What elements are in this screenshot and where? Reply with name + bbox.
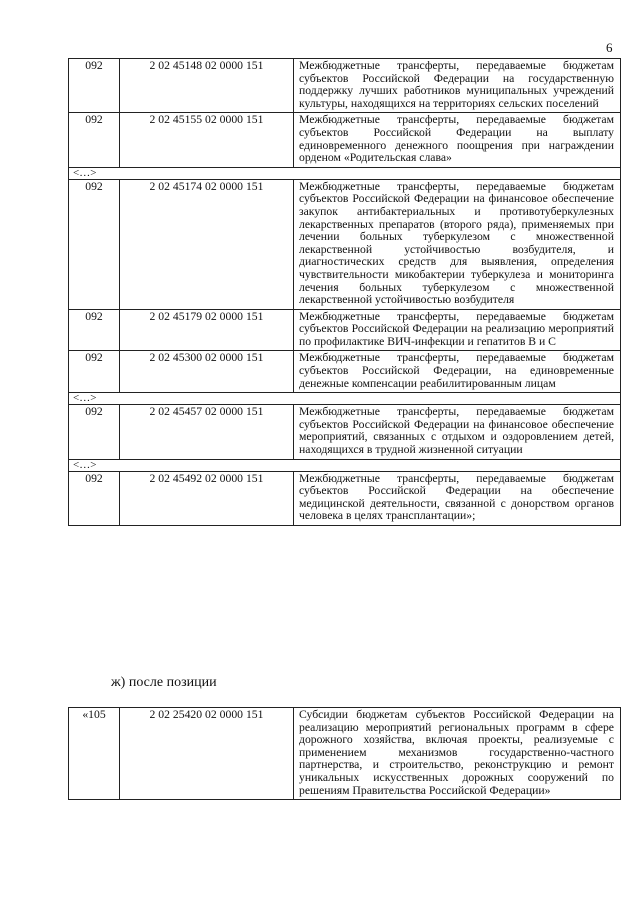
inserted-position-table	[68, 707, 621, 800]
description-cell: Субсидии бюджетам субъектов Российской Федерации на реализацию мероприятий региональных программ в сфере дорожного хозяйства, включая проекты, реализуемые с применением механизмов государственно-частного партнерства, и строительство, реконструкцию и ремонт уникальных искусственных дорожных сооружений по решениям Правительства Российской Федерации»	[294, 708, 621, 800]
budget-code-cell: 2 02 45148 02 0000 151	[120, 59, 294, 113]
budget-code-cell: 2 02 45155 02 0000 151	[120, 113, 294, 167]
admin-code-cell: 092	[69, 179, 120, 309]
description-cell: Межбюджетные трансферты, передаваемые бюджетам субъектов Российской Федерации на обеспечение медицинской деятельности, связанной с донорством органов человека в целях трансплантации»;	[294, 471, 621, 525]
budget-code-cell: 2 02 45179 02 0000 151	[120, 309, 294, 351]
table-row	[69, 708, 621, 800]
budget-code-cell: 2 02 45174 02 0000 151	[120, 179, 294, 309]
omission-marker: <…>	[69, 459, 621, 471]
omission-marker: <…>	[69, 393, 621, 405]
budget-codes-table	[68, 58, 621, 526]
admin-code-cell: 092	[69, 351, 120, 393]
description-cell: Межбюджетные трансферты, передаваемые бюджетам субъектов Российской Федерации на реализацию мероприятий по профилактике ВИЧ-инфекции и гепатитов B и C	[294, 309, 621, 351]
table-row	[69, 179, 621, 309]
description-cell: Межбюджетные трансферты, передаваемые бюджетам субъектов Российской Федерации на финансовое обеспечение мероприятий, связанных с отдыхом и оздоровлением детей, находящихся в трудной жизненной ситуации	[294, 405, 621, 459]
admin-code-cell: 092	[69, 113, 120, 167]
omission-row	[69, 459, 621, 471]
page-number: 6	[606, 40, 613, 55]
table-row	[69, 309, 621, 351]
description-cell: Межбюджетные трансферты, передаваемые бюджетам субъектов Российской Федерации на финансовое обеспечение закупок антибактериальных и противотуберкулезных лекарственных препаратов (второго ряда), применяемых при лечении больных туберкулезом с множественной лекарственной устойчивостью возбудителя, и диагностических средств для выявления, определения чувствительности микобактерии туберкулеза и мониторинга лечения больных туберкулезом с множественной лекарственной устойчивостью возбудителя	[294, 179, 621, 309]
admin-code-cell: «105	[69, 708, 120, 800]
description-cell: Межбюджетные трансферты, передаваемые бюджетам субъектов Российской Федерации на выплату единовременного денежного поощрения при награждении орденом «Родительская слава»	[294, 113, 621, 167]
budget-code-cell: 2 02 45300 02 0000 151	[120, 351, 294, 393]
description-cell: Межбюджетные трансферты, передаваемые бюджетам субъектов Российской Федерации, на единовременные денежные компенсации реабилитированным лицам	[294, 351, 621, 393]
omission-row	[69, 167, 621, 179]
admin-code-cell: 092	[69, 309, 120, 351]
admin-code-cell: 092	[69, 471, 120, 525]
omission-row	[69, 393, 621, 405]
section-caption: ж) после позиции	[111, 675, 217, 690]
table-row	[69, 405, 621, 459]
admin-code-cell: 092	[69, 59, 120, 113]
budget-code-cell: 2 02 45457 02 0000 151	[120, 405, 294, 459]
table-row	[69, 351, 621, 393]
admin-code-cell: 092	[69, 405, 120, 459]
description-cell: Межбюджетные трансферты, передаваемые бюджетам субъектов Российской Федерации на государственную поддержку лучших работников муниципальных учреждений культуры, находящихся на территориях сельских поселений	[294, 59, 621, 113]
table-row	[69, 59, 621, 113]
budget-code-cell: 2 02 45492 02 0000 151	[120, 471, 294, 525]
budget-code-cell: 2 02 25420 02 0000 151	[120, 708, 294, 800]
table-row	[69, 471, 621, 525]
omission-marker: <…>	[69, 167, 621, 179]
table-row	[69, 113, 621, 167]
